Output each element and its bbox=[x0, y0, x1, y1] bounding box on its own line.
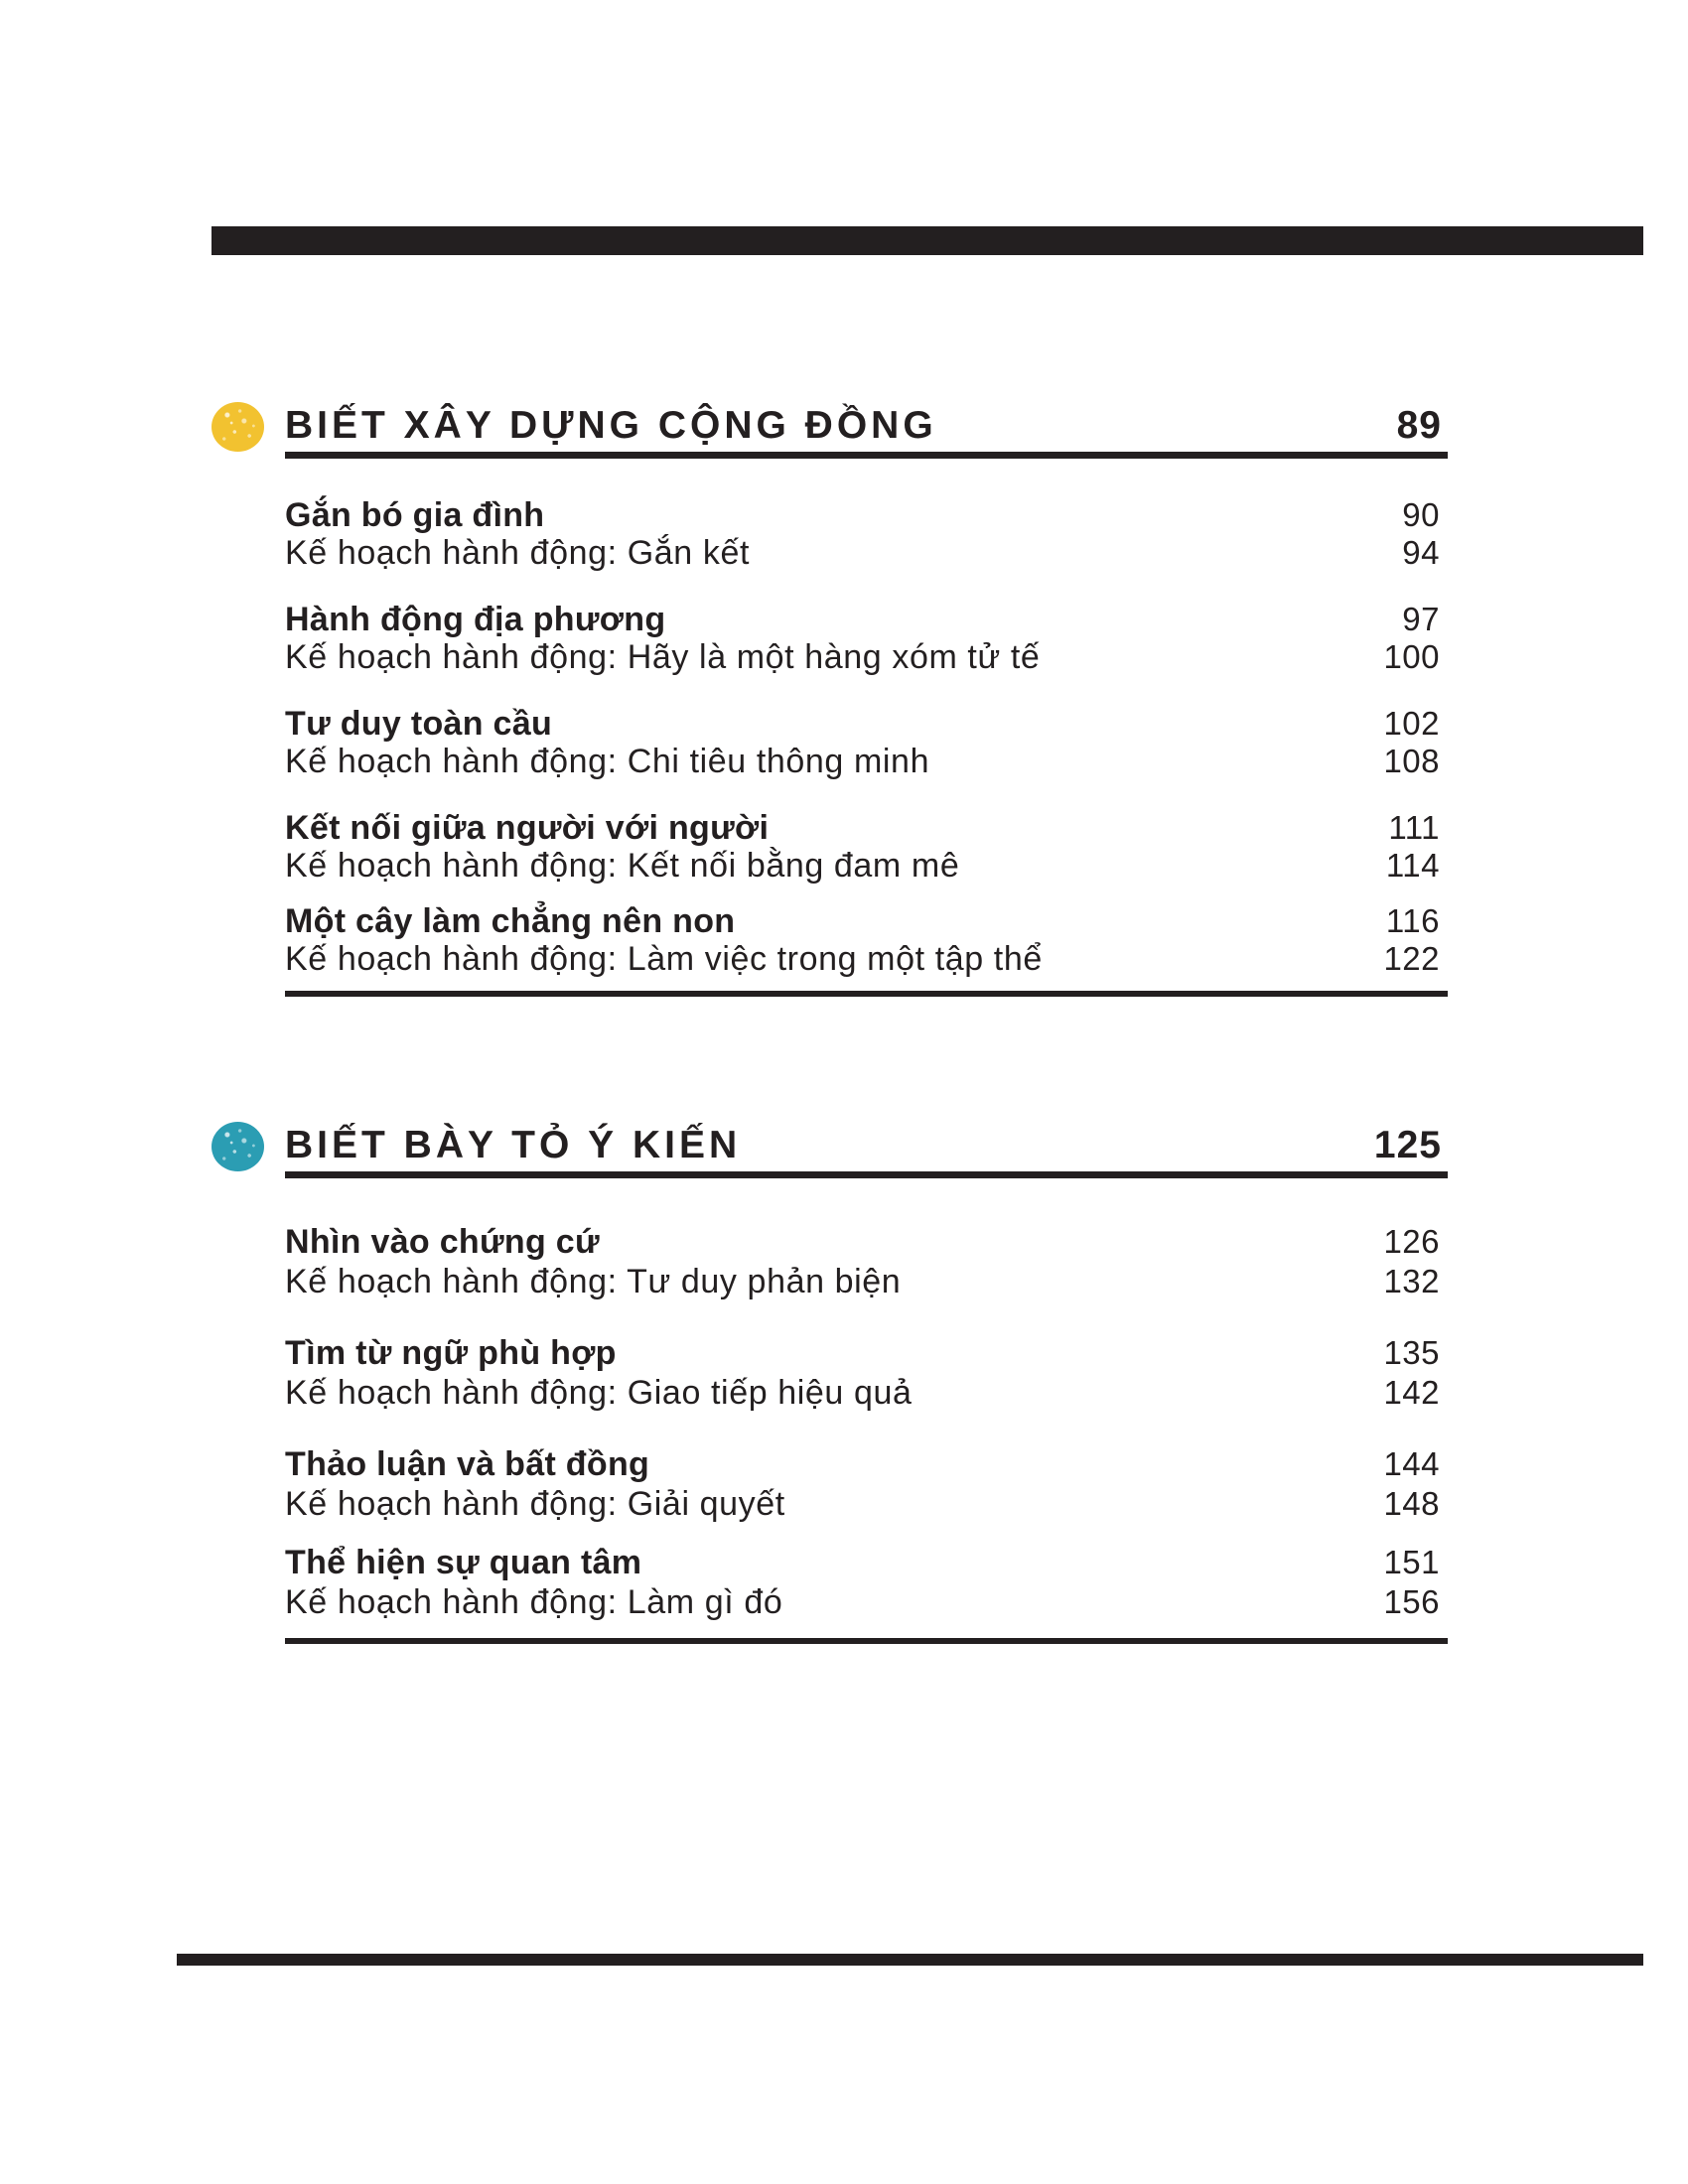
bottom-rule-bar bbox=[177, 1954, 1643, 1966]
entry-subtitle: Kế hoạch hành động: Kết nối bằng đam mê bbox=[285, 847, 960, 885]
top-rule-bar bbox=[211, 226, 1643, 255]
entry-title: Một cây làm chẳng nên non bbox=[285, 902, 736, 940]
entry-subtitle-page-number: 94 bbox=[1402, 534, 1440, 571]
entry-title: Thể hiện sự quan tâm bbox=[285, 1544, 642, 1581]
entry-page-number: 116 bbox=[1385, 902, 1440, 939]
entry-page-number: 97 bbox=[1402, 601, 1440, 637]
entry-subtitle: Kế hoạch hành động: Chi tiêu thông minh bbox=[285, 743, 930, 780]
toc-entry bbox=[285, 705, 1448, 780]
section-end-rule bbox=[285, 1638, 1448, 1644]
section-header bbox=[285, 400, 1448, 452]
toc-entry bbox=[285, 1543, 1448, 1622]
toc-entry bbox=[285, 496, 1448, 572]
entry-page-number: 135 bbox=[1383, 1334, 1440, 1371]
entry-title: Hành động địa phương bbox=[285, 601, 666, 638]
entry-subtitle: Kế hoạch hành động: Gắn kết bbox=[285, 534, 750, 572]
section-header bbox=[285, 1120, 1448, 1171]
entry-subtitle: Kế hoạch hành động: Hãy là một hàng xóm tử tế bbox=[285, 638, 1041, 676]
section-header-rule bbox=[285, 452, 1448, 459]
entry-page-number: 102 bbox=[1383, 705, 1440, 742]
entry-subtitle: Kế hoạch hành động: Làm gì đó bbox=[285, 1583, 783, 1621]
toc-entry bbox=[285, 601, 1448, 676]
entry-subtitle: Kế hoạch hành động: Làm việc trong một tập thể bbox=[285, 940, 1043, 978]
entry-subtitle: Kế hoạch hành động: Giao tiếp hiệu quả bbox=[285, 1374, 913, 1412]
section-title: BIẾT XÂY DỰNG CỘNG ĐỒNG bbox=[285, 404, 937, 447]
entry-subtitle-page-number: 114 bbox=[1385, 847, 1440, 884]
entry-title: Gắn bó gia đình bbox=[285, 496, 545, 534]
entry-subtitle-page-number: 132 bbox=[1383, 1263, 1440, 1299]
toc-entry bbox=[285, 809, 1448, 885]
entry-page-number: 111 bbox=[1388, 809, 1440, 846]
section-biet-xay-dung-cong-dong bbox=[211, 400, 1448, 1016]
section-title: BIẾT BÀY TỎ Ý KIẾN bbox=[285, 1124, 742, 1166]
entry-subtitle: Kế hoạch hành động: Giải quyết bbox=[285, 1485, 785, 1523]
entry-subtitle-page-number: 122 bbox=[1383, 940, 1440, 977]
entry-list bbox=[285, 496, 1448, 978]
section-page-number: 89 bbox=[1396, 404, 1442, 447]
entry-page-number: 90 bbox=[1402, 496, 1440, 533]
toc-entry bbox=[285, 902, 1448, 978]
entry-page-number: 126 bbox=[1383, 1223, 1440, 1260]
section-page-number: 125 bbox=[1373, 1124, 1442, 1166]
entry-subtitle-page-number: 142 bbox=[1383, 1374, 1440, 1411]
entry-list bbox=[285, 1222, 1448, 1622]
entry-subtitle-page-number: 108 bbox=[1383, 743, 1440, 779]
entry-subtitle-page-number: 100 bbox=[1383, 638, 1440, 675]
yellow-speckled-circle-icon bbox=[211, 402, 264, 452]
entry-page-number: 144 bbox=[1383, 1445, 1440, 1482]
entry-page-number: 151 bbox=[1383, 1544, 1440, 1580]
entry-title: Tư duy toàn cầu bbox=[285, 705, 553, 743]
entry-subtitle-page-number: 148 bbox=[1383, 1485, 1440, 1522]
section-header-rule bbox=[285, 1171, 1448, 1178]
entry-subtitle-page-number: 156 bbox=[1383, 1583, 1440, 1620]
entry-title: Tìm từ ngữ phù hợp bbox=[285, 1334, 617, 1372]
entry-title: Thảo luận và bất đồng bbox=[285, 1445, 650, 1483]
toc-entry bbox=[285, 1222, 1448, 1301]
entry-subtitle: Kế hoạch hành động: Tư duy phản biện bbox=[285, 1263, 902, 1300]
toc-entry bbox=[285, 1333, 1448, 1413]
entry-title: Nhìn vào chứng cứ bbox=[285, 1223, 600, 1261]
teal-speckled-circle-icon bbox=[211, 1122, 264, 1171]
entry-title: Kết nối giữa người với người bbox=[285, 809, 770, 847]
section-biet-bay-to-y-kien bbox=[211, 1120, 1448, 1676]
toc-entry bbox=[285, 1444, 1448, 1524]
section-end-rule bbox=[285, 991, 1448, 997]
